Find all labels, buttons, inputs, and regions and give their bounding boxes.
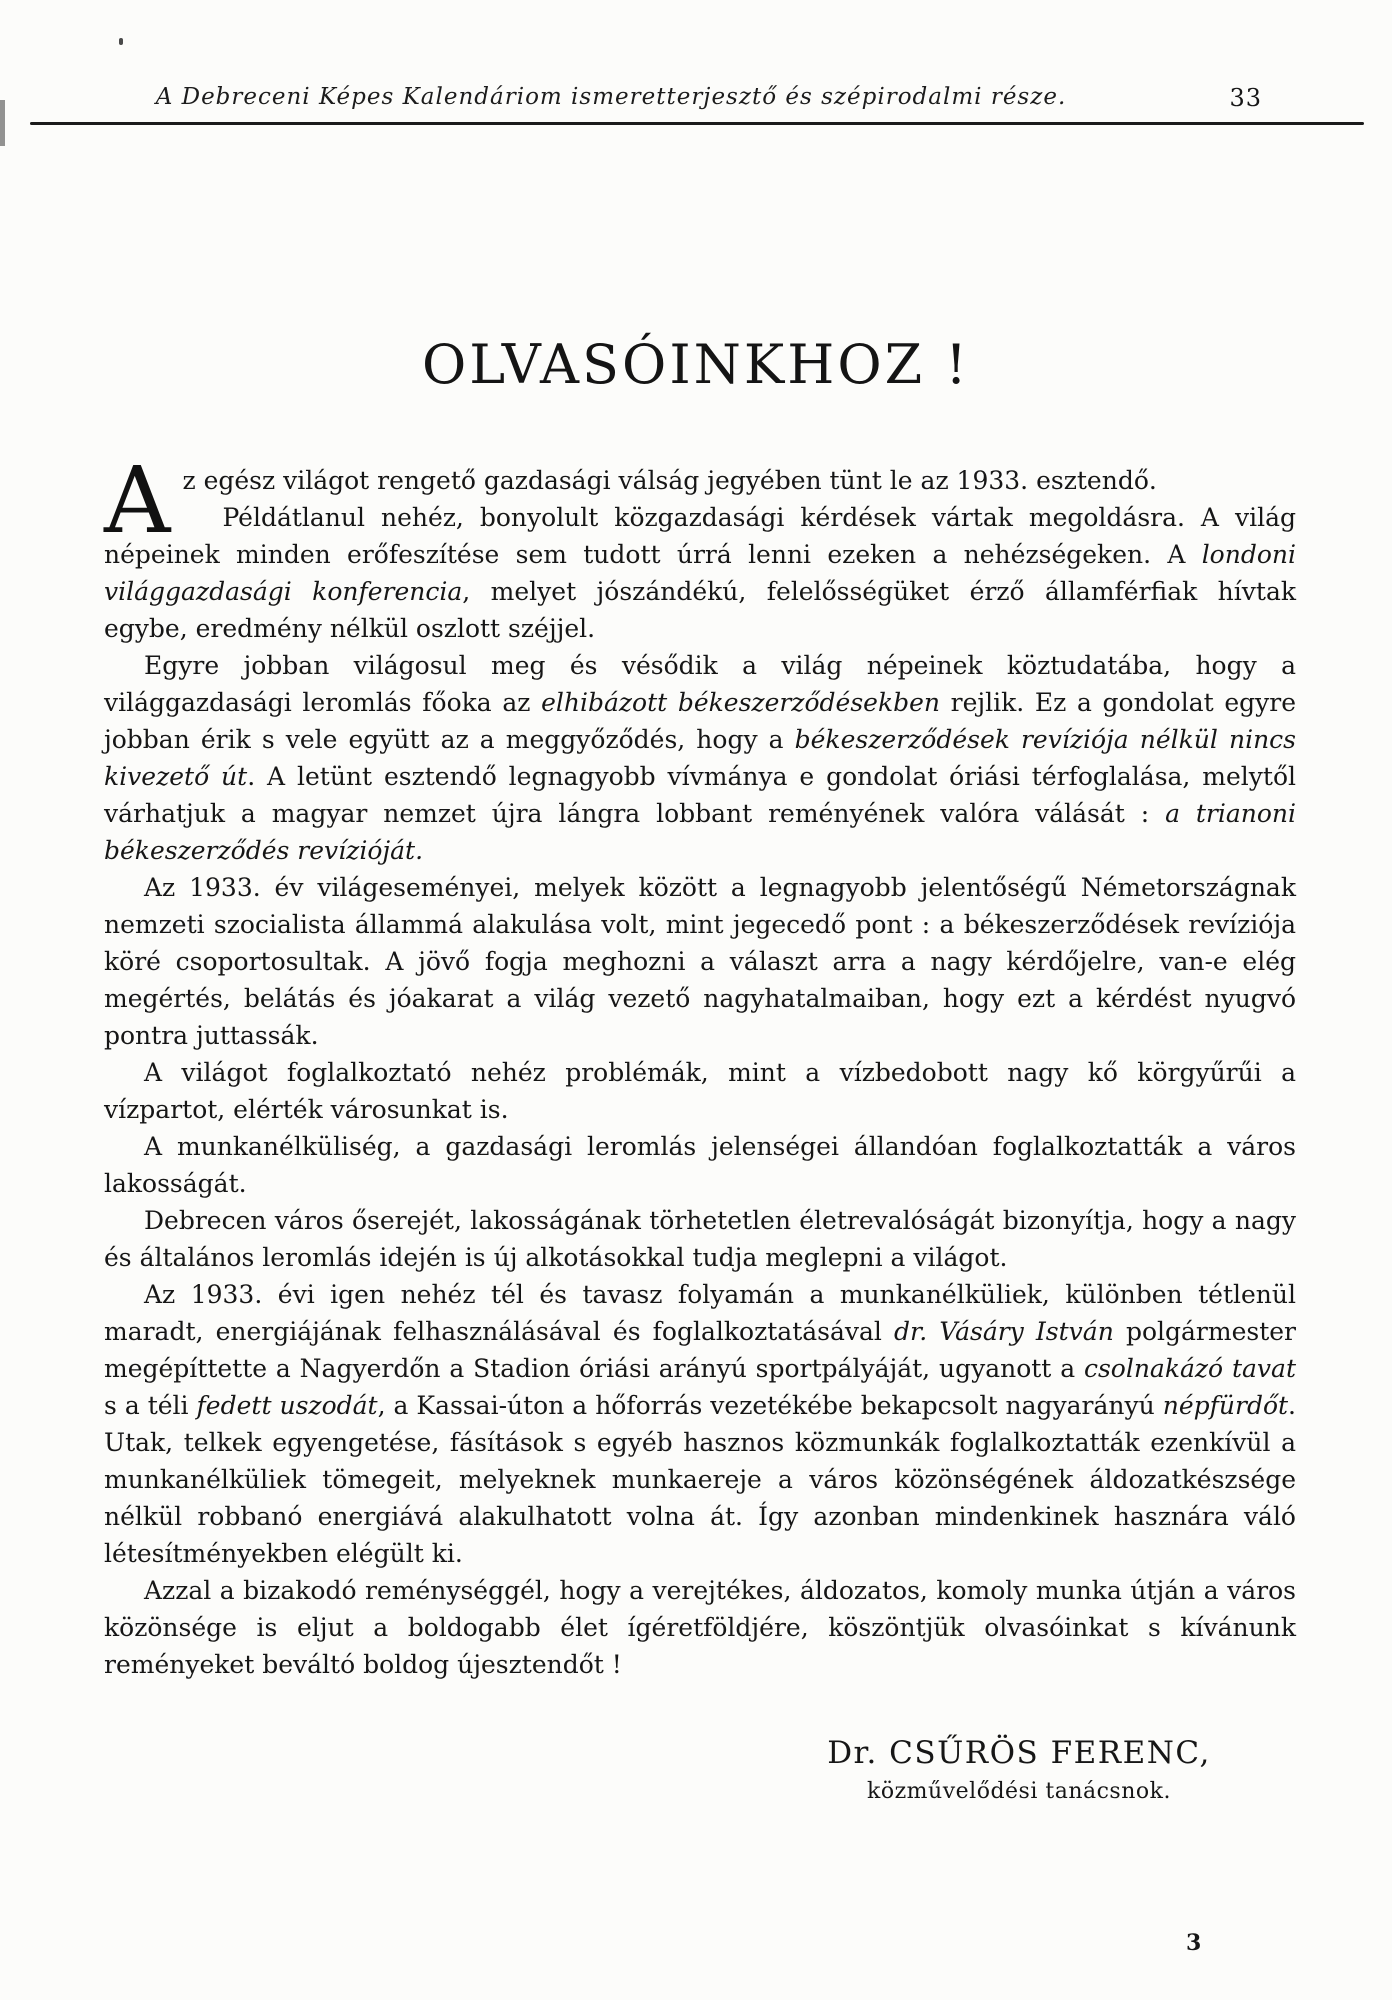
text-run: Egyre jobban világosul meg és vésődik a világ népeinek köztudatába, hogy a világgazdasági leromlás főoka az [104, 651, 1296, 717]
footer-page-number: 3 [1186, 1930, 1202, 1956]
italic-text-run: békeszerződések revíziója nélkül nincs kivezető út [104, 725, 1296, 791]
paragraph [104, 647, 1296, 869]
text-run: s a téli [104, 1391, 197, 1420]
header-rule [30, 122, 1364, 125]
text-run: Az 1933. évi igen nehéz tél és tavasz folyamán a munkanélküliek, különben tétlenül maradt, energiájának felhasználásával és foglalkoztatásával [104, 1280, 1296, 1346]
italic-text-run: fedett uszodát [196, 1391, 378, 1420]
text-run: polgármester megépíttette a Nagyerdőn a Stadion óriási arányú sportpályáját, ugyanott a [104, 1317, 1296, 1383]
running-header [0, 0, 1392, 125]
paragraph [104, 499, 1296, 647]
paragraph [104, 869, 1296, 1054]
article-title: OLVASÓINKHOZ ! [422, 333, 970, 396]
article-body [104, 447, 1297, 1683]
text-run: . A letünt esztendő legnagyobb vívmánya e gondolat óriási térfoglalása, melytől várhatjuk a magyar nemzet újra lángra lobbant reményének valóra válását : [104, 762, 1296, 828]
text-run: Azzal a bizakodó reménységgél, hogy a verejtékes, áldozatos, komoly munka útján a város közönsége is eljut a boldogabb élet ígéretföldjére, köszöntjük olvasóinkat s kívánunk reményeket beváltó boldog újesztendőt ! [104, 1576, 1296, 1679]
signature-name: Dr. CSŰRÖS FERENC, [827, 1735, 1211, 1771]
running-header-title: A Debreceni Képes Kalendáriom ismeretterjesztő és szépirodalmi része. [155, 84, 1067, 110]
text-run: Az 1933. év világeseményei, melyek között a legnagyobb jelentőségű Németországnak nemzeti szocialista állammá alakulása volt, mint jegecedő pont : a békeszerződések revíziója köré csoportosultak. A jövő fogja meghozni a választ arra a nagy kérdőjelre, van-e elég megértés, belátás és jóakarat a világ vezető nagyhatalmaiban, hogy ezt a kérdést nyugvó pontra juttassák. [104, 873, 1296, 1050]
text-run: z egész világot rengető gazdasági válság jegyében tünt le az 1933. esztendő. [182, 466, 1157, 495]
header-page-number: 33 [1229, 84, 1262, 112]
paragraph [104, 1054, 1296, 1128]
signature-block [804, 1735, 1234, 1804]
paragraph [104, 1128, 1296, 1202]
italic-text-run: dr. Vásáry István [894, 1317, 1114, 1346]
text-run: rejlik. Ez a gondolat egyre jobban érik s vele együtt az a meggyőződés, hogy a [104, 688, 1296, 754]
text-run: Debrecen város őserejét, lakosságának törhetetlen életrevalóságát bizonyítja, hogy a nagy és általános leromlás idején is új alkotásokkal tudja meglepni a világot. [104, 1206, 1296, 1272]
paragraph [104, 462, 1296, 499]
paragraph [104, 1276, 1296, 1572]
italic-text-run: népfürdőt [1162, 1391, 1289, 1420]
text-run: . Utak, telkek egyengetése, fásítások s egyéb hasznos közmunkák foglalkoztatták ezenkívül a munkanélküliek tömegeit, melyeknek munkaereje a város közönségének áldozatkészsége nélkül robbanó energiává alakulhatott volna át. Így azonban mindenkinek hasznára váló létesítményekben elégült ki. [104, 1391, 1296, 1568]
drop-cap: A [104, 447, 171, 554]
italic-text-run: csolnakázó tavat [1083, 1354, 1296, 1383]
signature-role: közművelődési tanácsnok. [867, 1779, 1171, 1804]
paragraph [104, 1572, 1296, 1683]
text-run: A világot foglalkoztató nehéz problémák, mint a vízbedobott nagy kő körgyűrűi a vízpartot, elérték városunkat is. [104, 1058, 1296, 1124]
italic-text-run: a trianoni békeszerződés revízióját. [104, 799, 1297, 865]
paragraph [104, 1202, 1296, 1276]
italic-text-run: londoni világgazdasági konferencia [104, 540, 1296, 606]
italic-text-run: elhibázott békeszerződésekben [541, 688, 941, 717]
text-run: , a Kassai-úton a hőforrás vezetékébe bekapcsolt nagyarányú [377, 1391, 1163, 1420]
paragraphs-container [104, 447, 1297, 1683]
text-run: , melyet jószándékú, felelősségüket érző államférfiak hívtak egybe, eredmény nélkül oszlott széjjel. [104, 577, 1296, 643]
text-run: A munkanélküliség, a gazdasági leromlás jelenségei állandóan foglalkoztatták a város lakosságát. [104, 1132, 1296, 1198]
text-run: Példátlanul nehéz, bonyolult közgazdasági kérdések vártak megoldásra. A világ népeinek minden erőfeszítése sem tudott úrrá lenni ezeken a nehézségeken. A [104, 503, 1296, 569]
